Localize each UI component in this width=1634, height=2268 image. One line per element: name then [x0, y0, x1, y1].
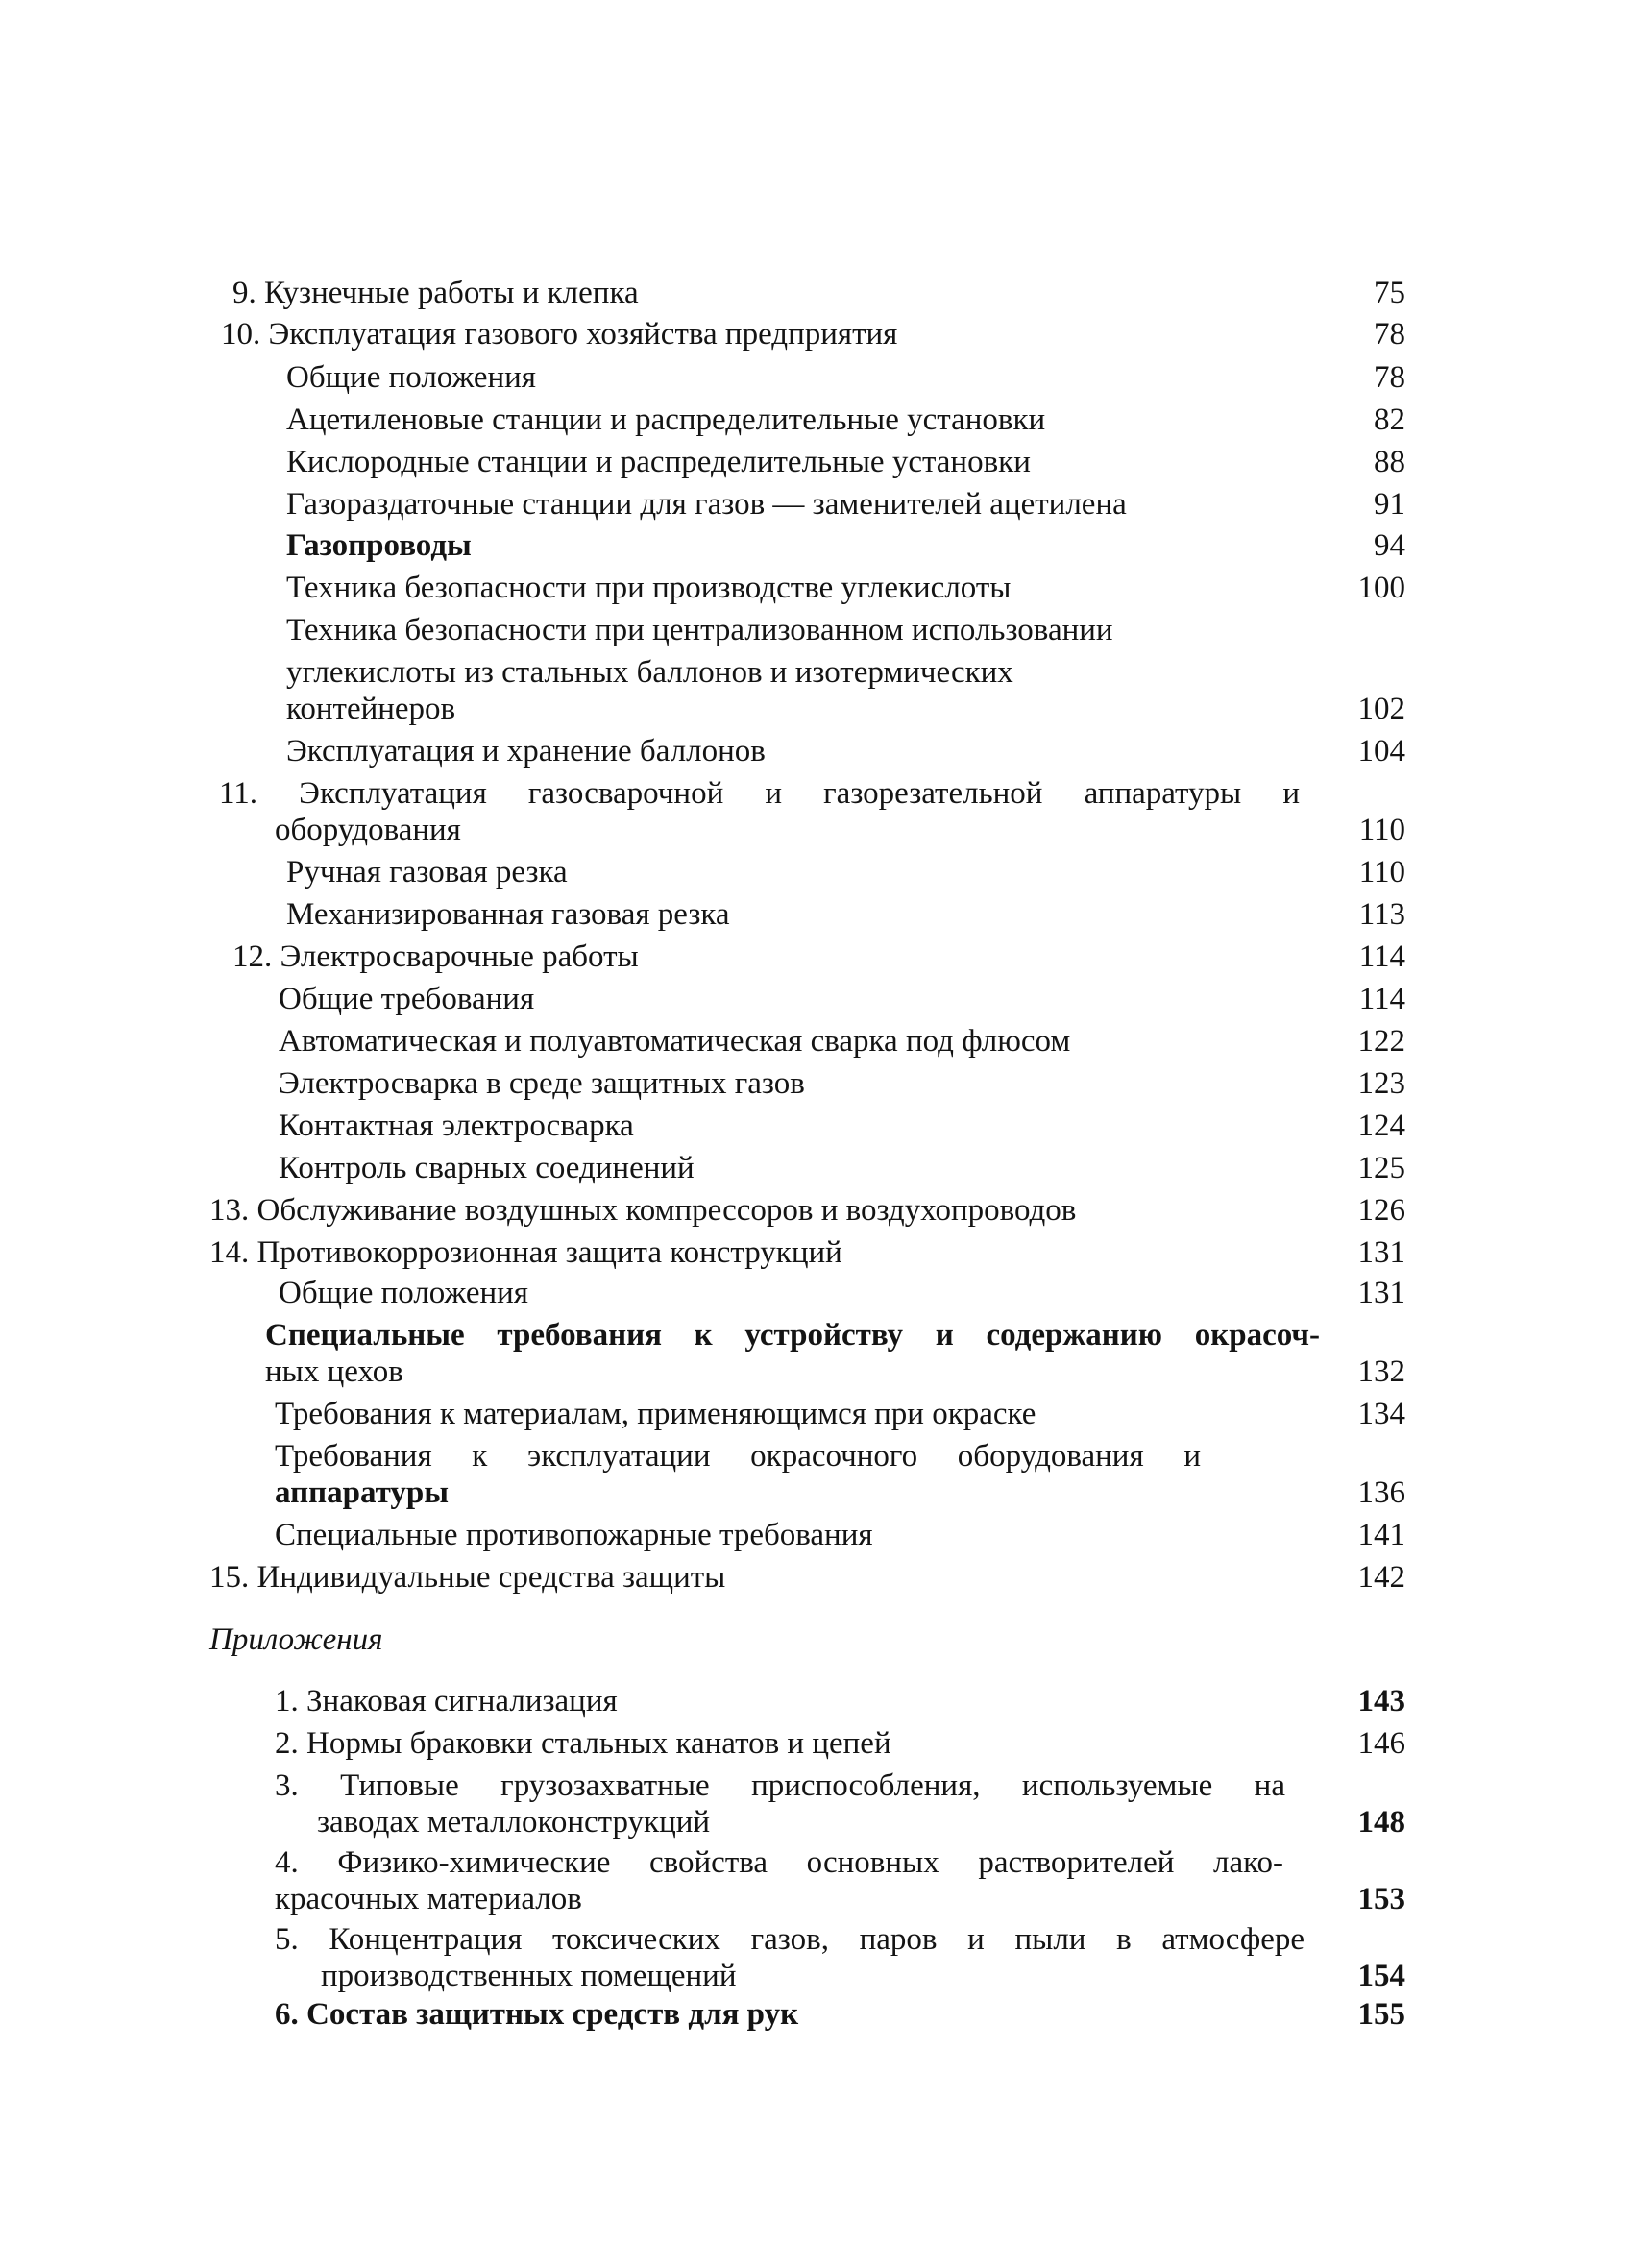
appendix-entry-line: заводах металлоконструкций — [317, 1805, 711, 1840]
toc-page-number: 132 — [1357, 1354, 1405, 1389]
appendix-entry-line: производственных помещений — [321, 1959, 737, 1993]
appendix-entry-line: 4. Физико-химические свойства основных растворителей лако- — [275, 1845, 1283, 1880]
appendix-entry: 1. Знаковая сигнализация — [275, 1684, 618, 1719]
toc-subentry: Контактная электросварка — [279, 1109, 634, 1143]
appendix-entry: 2. Нормы браковки стальных канатов и цепей — [275, 1726, 891, 1761]
toc-entry-13: 13. Обслуживание воздушных компрессоров и воздухопроводов — [209, 1193, 1077, 1228]
toc-subentry: Контроль сварных соединений — [279, 1151, 695, 1185]
toc-page-number: 114 — [1358, 982, 1405, 1016]
toc-subentry: Ацетиленовые станции и распределительные установки — [286, 402, 1046, 437]
toc-subentry: Общие положения — [286, 360, 536, 395]
appendix-page-number: 143 — [1357, 1684, 1405, 1719]
toc-page-number: 75 — [1374, 276, 1405, 310]
toc-page-number: 88 — [1374, 445, 1405, 479]
toc-page-number: 82 — [1374, 402, 1405, 437]
toc-subentry: Механизированная газовая резка — [286, 897, 730, 932]
toc-subentry-line: Требования к эксплуатации окрасочного оборудования и — [275, 1439, 1201, 1474]
toc-entry-11-line: оборудования — [275, 813, 461, 847]
toc-page-number: 104 — [1357, 734, 1405, 768]
toc-entry-11-line: 11. Эксплуатация газосварочной и газорезательной аппаратуры и — [219, 776, 1300, 811]
toc-subentry: Специальные противопожарные требования — [275, 1518, 873, 1552]
toc-subentry-line: аппаратуры — [275, 1475, 449, 1510]
toc-page-number: 136 — [1357, 1475, 1405, 1510]
appendix-page-number: 153 — [1357, 1882, 1405, 1916]
toc-page-number: 100 — [1357, 571, 1405, 605]
toc-page-number: 110 — [1358, 855, 1405, 890]
toc-entry-9: 9. Кузнечные работы и клепка — [232, 276, 639, 310]
toc-page-number: 142 — [1357, 1560, 1405, 1595]
appendix-page-number: 155 — [1357, 1997, 1405, 2032]
toc-subentry-line: углекислоты из стальных баллонов и изотермических — [286, 655, 1013, 690]
appendix-heading: Приложения — [209, 1622, 383, 1657]
toc-subentry-line: Специальные требования к устройству и содержанию окрасоч- — [265, 1318, 1320, 1353]
toc-page-number: 125 — [1357, 1151, 1405, 1185]
toc-page-number: 102 — [1357, 692, 1405, 726]
toc-page-number: 91 — [1374, 487, 1405, 522]
toc-subentry: Автоматическая и полуавтоматическая сварка под флюсом — [279, 1024, 1071, 1059]
appendix-entry-line: красочных материалов — [275, 1882, 582, 1916]
appendix-entry-line: 5. Концентрация токсических газов, паров и пыли в атмосфере — [275, 1922, 1305, 1957]
appendix-page-number: 148 — [1357, 1805, 1405, 1840]
toc-page-number: 131 — [1357, 1276, 1405, 1310]
toc-entry-12: 12. Электросварочные работы — [232, 939, 639, 974]
toc-subentry-line: контейнеров — [286, 692, 456, 726]
toc-page-number: 126 — [1357, 1193, 1405, 1228]
toc-page-number: 114 — [1358, 939, 1405, 974]
toc-subentry: Эксплуатация и хранение баллонов — [286, 734, 766, 768]
toc-subentry: Требования к материалам, применяющимся при окраске — [275, 1397, 1036, 1431]
toc-subentry: Техника безопасности при производстве углекислоты — [286, 571, 1012, 605]
toc-subentry-line: Техника безопасности при централизованном использовании — [286, 613, 1113, 647]
appendix-entry-line: 3. Типовые грузозахватные приспособления, используемые на — [275, 1768, 1285, 1803]
toc-subentry: Общие положения — [279, 1276, 528, 1310]
toc-page-number: 94 — [1374, 528, 1405, 563]
toc-page-number: 113 — [1358, 897, 1405, 932]
toc-subentry-line: ных цехов — [265, 1354, 403, 1389]
toc-page-number: 124 — [1357, 1109, 1405, 1143]
toc-page-number: 122 — [1357, 1024, 1405, 1059]
toc-subentry: Газопроводы — [286, 528, 472, 563]
appendix-page-number: 154 — [1357, 1959, 1405, 1993]
toc-page-number: 110 — [1358, 813, 1405, 847]
toc-page-number: 123 — [1357, 1066, 1405, 1101]
toc-page-number: 141 — [1357, 1518, 1405, 1552]
toc-subentry: Ручная газовая резка — [286, 855, 568, 890]
toc-entry-14: 14. Противокоррозионная защита конструкций — [209, 1235, 842, 1270]
toc-page-number: 78 — [1374, 317, 1405, 352]
toc-page-number: 134 — [1357, 1397, 1405, 1431]
toc-subentry: Газораздаточные станции для газов — заменителей ацетилена — [286, 487, 1127, 522]
toc-subentry: Электросварка в среде защитных газов — [279, 1066, 805, 1101]
toc-subentry: Общие требования — [279, 982, 535, 1016]
toc-page-number: 131 — [1357, 1235, 1405, 1270]
appendix-entry: 6. Состав защитных средств для рук — [275, 1997, 799, 2032]
appendix-page-number: 146 — [1357, 1726, 1405, 1761]
toc-entry-15: 15. Индивидуальные средства защиты — [209, 1560, 726, 1595]
toc-entry-10: 10. Эксплуатация газового хозяйства предприятия — [221, 317, 898, 352]
toc-page-number: 78 — [1374, 360, 1405, 395]
toc-subentry: Кислородные станции и распределительные установки — [286, 445, 1031, 479]
